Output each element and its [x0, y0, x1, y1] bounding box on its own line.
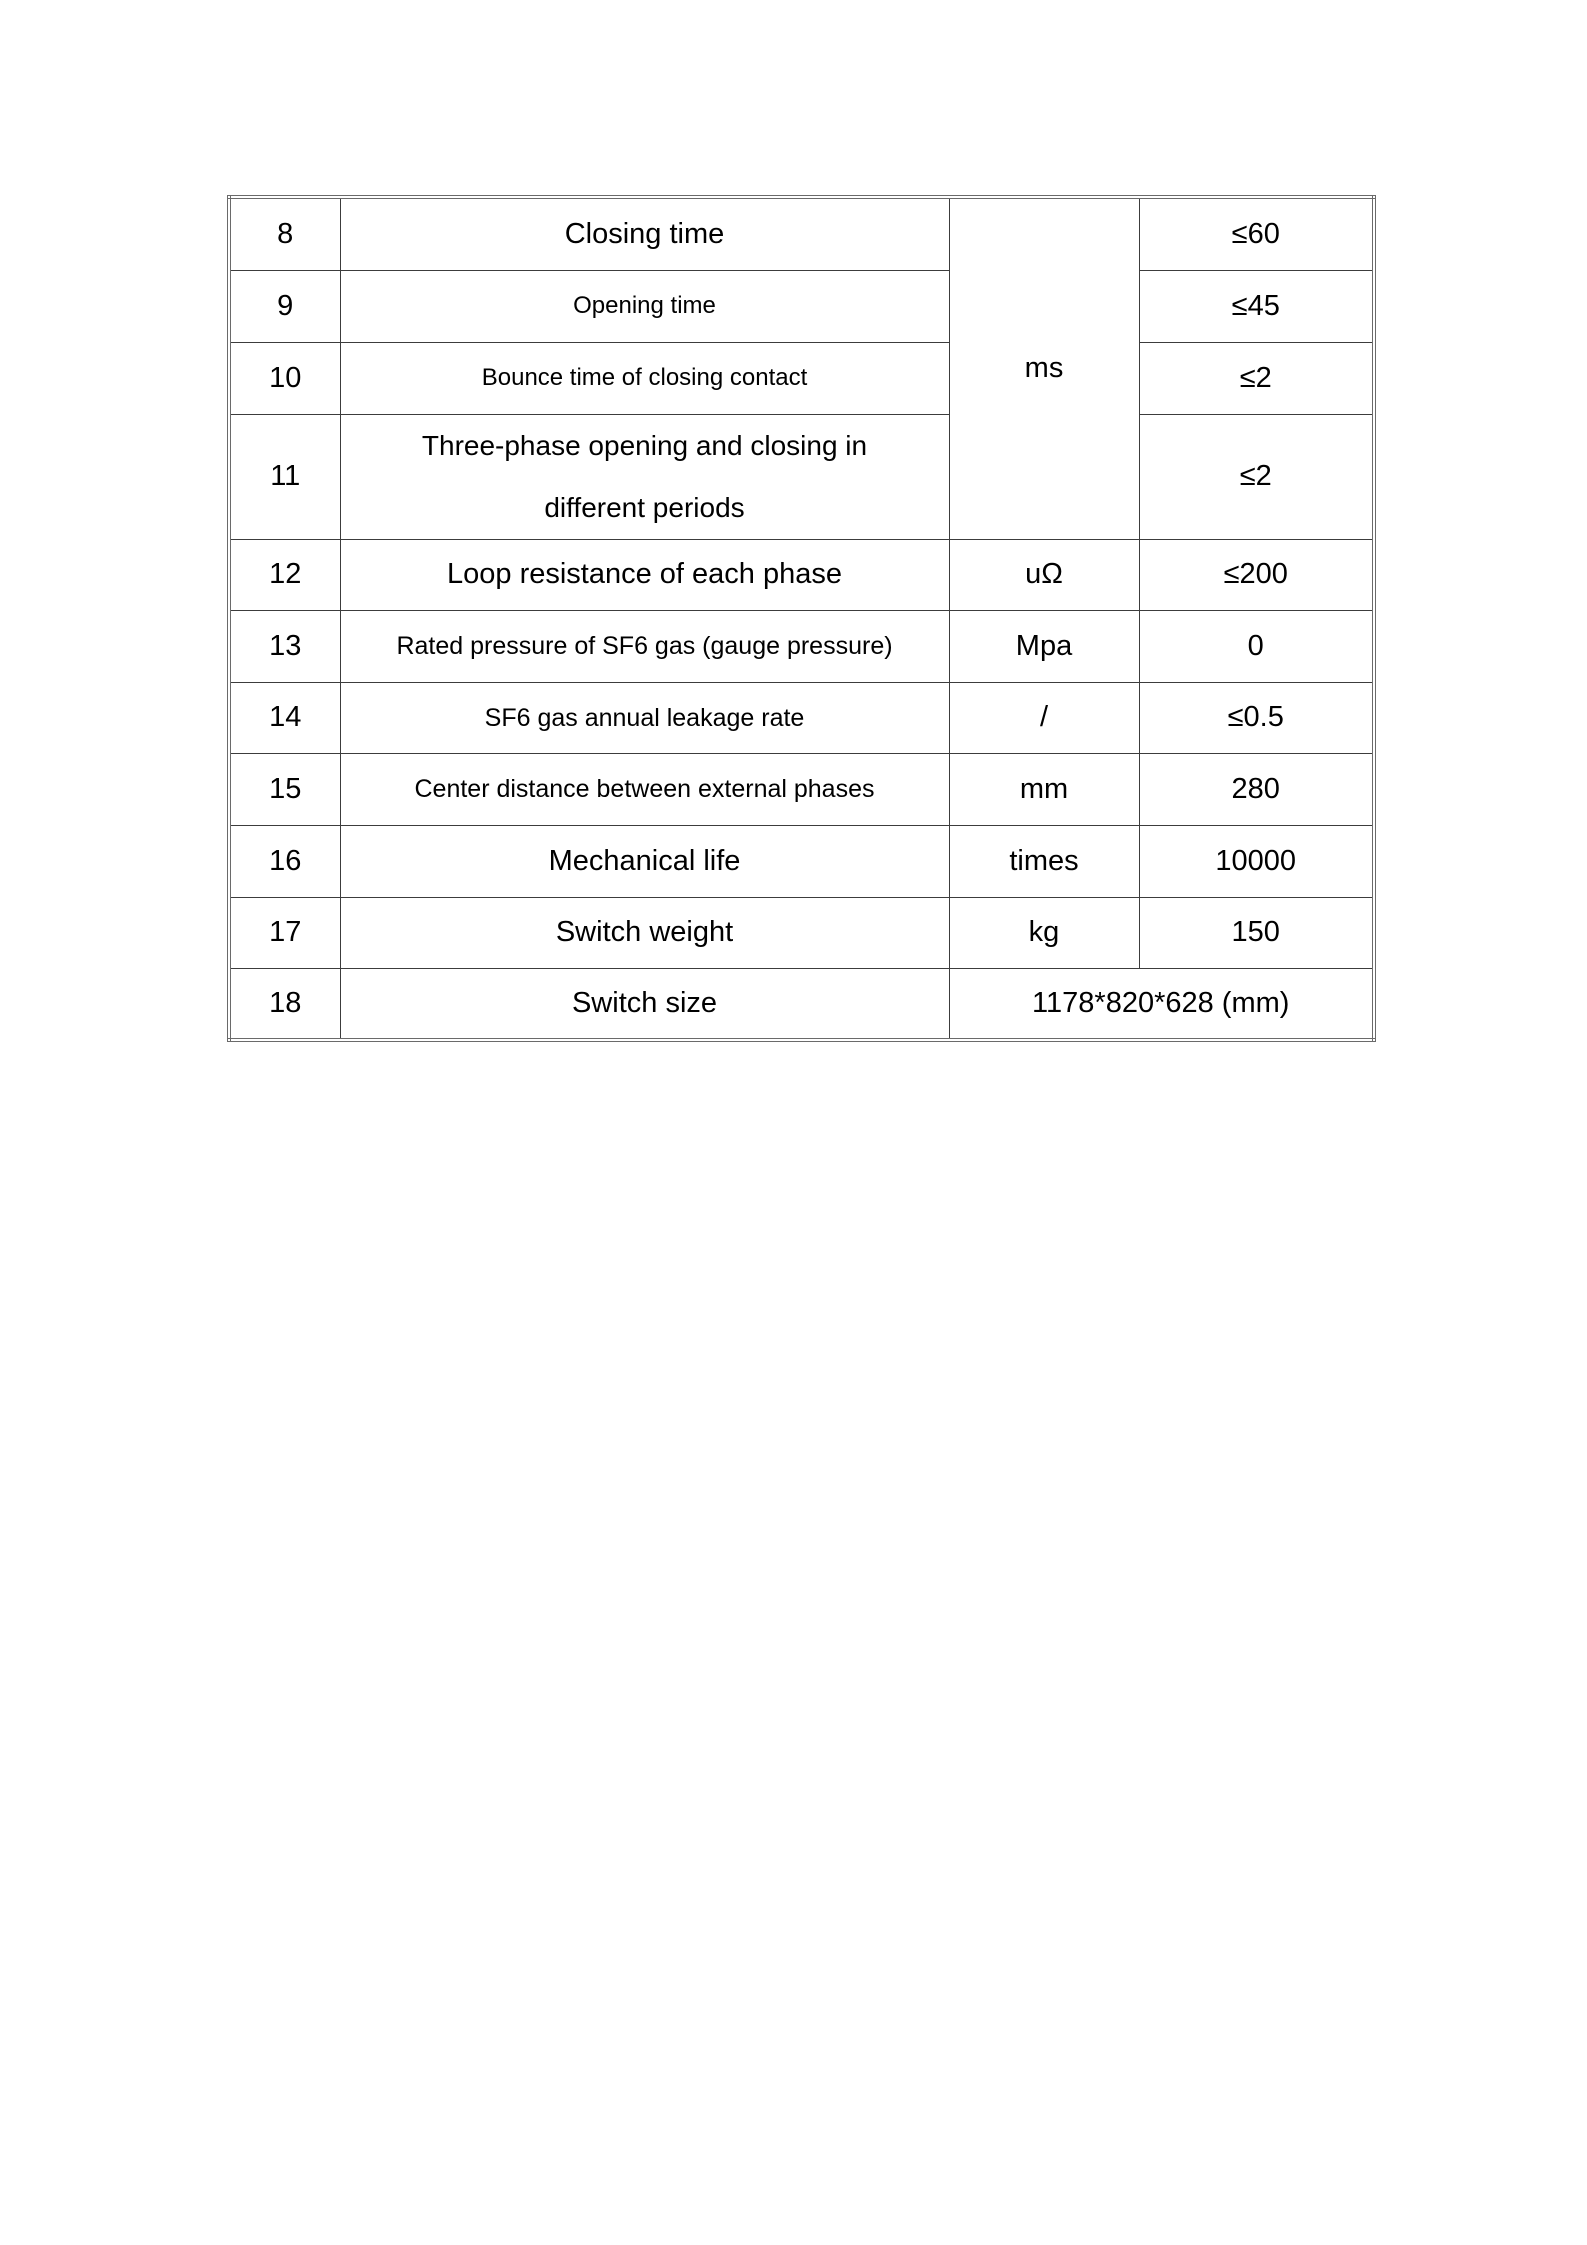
table-row [229, 682, 1374, 753]
item-name: Opening time [340, 270, 949, 342]
item-name: Closing time [340, 197, 949, 270]
table-row [229, 610, 1374, 682]
table-row [229, 197, 1374, 270]
row-number: 12 [229, 539, 340, 610]
value-cell: ≤2 [1139, 342, 1374, 414]
row-number: 11 [229, 414, 340, 539]
row-number: 18 [229, 968, 340, 1040]
item-name: Switch weight [340, 897, 949, 968]
row-number: 8 [229, 197, 340, 270]
item-name: Loop resistance of each phase [340, 539, 949, 610]
unit-cell: Mpa [949, 610, 1139, 682]
row-number: 10 [229, 342, 340, 414]
value-cell: 10000 [1139, 825, 1374, 897]
value-cell: 0 [1139, 610, 1374, 682]
unit-cell: kg [949, 897, 1139, 968]
unit-cell: mm [949, 753, 1139, 825]
size-value-cell: 1178*820*628 (mm) [949, 968, 1374, 1040]
table-row [229, 825, 1374, 897]
unit-cell: times [949, 825, 1139, 897]
row-number: 17 [229, 897, 340, 968]
table-row [229, 968, 1374, 1040]
table-row [229, 539, 1374, 610]
row-number: 16 [229, 825, 340, 897]
table-row [229, 753, 1374, 825]
item-name: Rated pressure of SF6 gas (gauge pressure) [340, 610, 949, 682]
unit-cell: / [949, 682, 1139, 753]
table-row [229, 414, 1374, 539]
value-cell: ≤0.5 [1139, 682, 1374, 753]
value-cell: ≤2 [1139, 414, 1374, 539]
table-row [229, 342, 1374, 414]
item-name: Mechanical life [340, 825, 949, 897]
item-name: Switch size [340, 968, 949, 1040]
value-cell: ≤45 [1139, 270, 1374, 342]
unit-cell: uΩ [949, 539, 1139, 610]
table-row [229, 897, 1374, 968]
item-name: SF6 gas annual leakage rate [340, 682, 949, 753]
unit-cell: ms [949, 197, 1139, 539]
row-number: 13 [229, 610, 340, 682]
value-cell: 150 [1139, 897, 1374, 968]
row-number: 15 [229, 753, 340, 825]
item-name: Bounce time of closing contact [340, 342, 949, 414]
row-number: 9 [229, 270, 340, 342]
value-cell: 280 [1139, 753, 1374, 825]
value-cell: ≤200 [1139, 539, 1374, 610]
item-name: Three-phase opening and closing in different periods [340, 414, 949, 539]
table-row [229, 270, 1374, 342]
row-number: 14 [229, 682, 340, 753]
item-name: Center distance between external phases [340, 753, 949, 825]
value-cell: ≤60 [1139, 197, 1374, 270]
specification-table [227, 195, 1376, 1042]
